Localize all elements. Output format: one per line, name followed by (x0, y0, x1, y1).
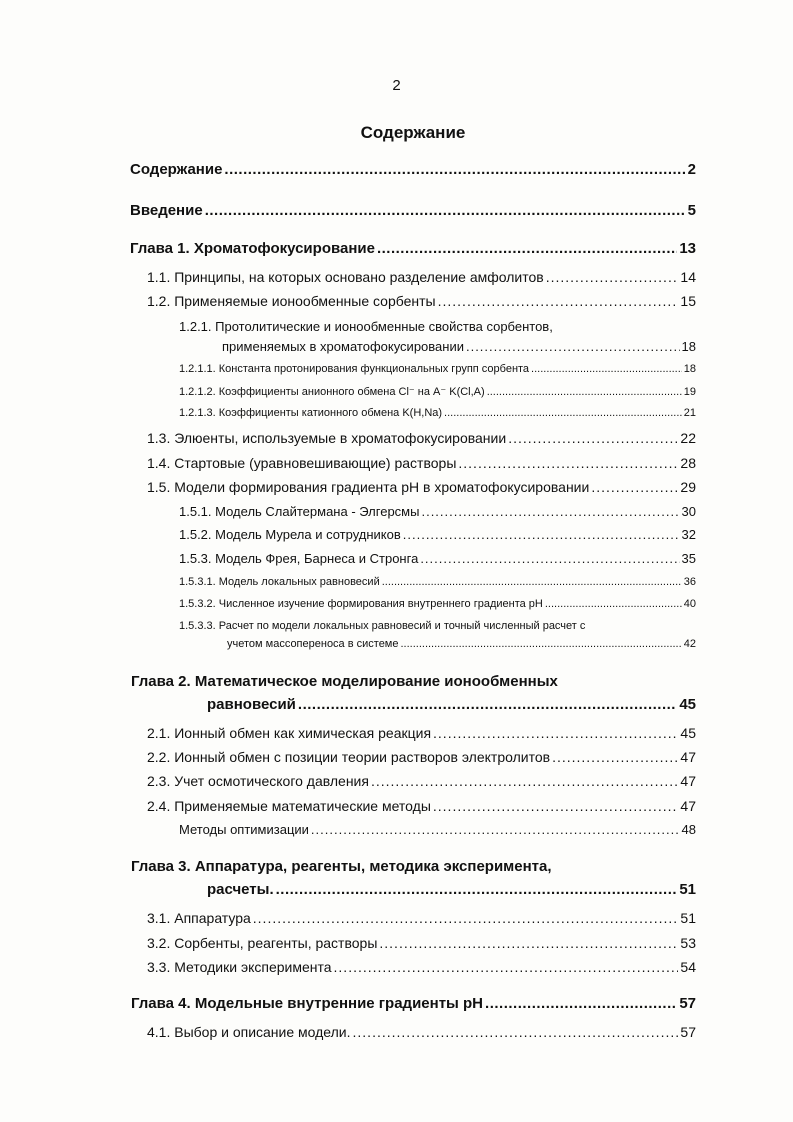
toc-entry-1-2-1[interactable] (222, 339, 696, 354)
toc-entry-3-3[interactable] (147, 959, 696, 975)
leader-dots (438, 293, 679, 309)
toc-entry-page: 57 (680, 1024, 696, 1040)
toc-entry-title: 1.5.2. Модель Мурела и сотрудников (179, 527, 401, 542)
toc-entry-page: 42 (683, 638, 696, 650)
leader-dots (420, 551, 679, 566)
leader-dots (371, 773, 678, 789)
toc-entry-page: 22 (680, 430, 696, 446)
toc-entry-1-5-1[interactable] (179, 504, 696, 519)
leader-dots (421, 504, 679, 519)
toc-entry-page: 14 (680, 269, 696, 285)
toc-entry-title: 3.2. Сорбенты, реагенты, растворы (147, 935, 378, 951)
toc-entry-page: 18 (681, 339, 696, 354)
leader-dots (591, 479, 678, 495)
toc-entry-3-2[interactable] (147, 935, 696, 951)
toc-entry-title: Введение (130, 202, 203, 219)
toc-entry-title: 3.3. Методики эксперимента (147, 959, 332, 975)
toc-entry-page: 45 (679, 696, 696, 713)
toc-entry-chapter-2-line1[interactable]: Глава 2. Математическое моделирование ионообменных (131, 673, 558, 690)
toc-entry-2-1[interactable] (147, 725, 696, 741)
toc-entry-page: 51 (679, 881, 696, 898)
leader-dots (253, 910, 679, 926)
toc-entry-page: 28 (680, 455, 696, 471)
page-number: 2 (392, 77, 401, 94)
toc-entry-1-5[interactable] (147, 479, 696, 495)
toc-entry-1-3[interactable] (147, 430, 696, 446)
toc-entry-page: 2 (687, 161, 696, 178)
leader-dots (466, 339, 680, 354)
toc-entry-title: 1.2.1.3. Коэффициенты катионного обмена K(H,Na) (179, 407, 443, 419)
toc-entry-title: 3.1. Аппаратура (147, 910, 251, 926)
toc-entry-page: 15 (680, 293, 696, 309)
leader-dots (401, 638, 682, 650)
toc-entry-title: 1.2.1.2. Коэффициенты анионного обмена Cl⁻ на A⁻ K(Cl,A) (179, 386, 485, 398)
leader-dots (433, 798, 679, 814)
leader-dots (298, 696, 677, 713)
toc-entry-page: 18 (683, 363, 696, 375)
toc-entry-1-5-3-3-line1[interactable]: 1.5.3.3. Расчет по модели локальных равновесий и точный численный расчет с (179, 620, 586, 632)
toc-entry-page: 53 (680, 935, 696, 951)
leader-dots (353, 1024, 679, 1040)
toc-entry-1-5-3[interactable] (179, 551, 696, 566)
toc-entry-title: Глава 4. Модельные внутренние градиенты pH (131, 995, 484, 1012)
leader-dots (485, 995, 677, 1012)
toc-entry-title: 1.5.3.1. Модель локальных равновесий (179, 576, 380, 588)
toc-entry-1-4[interactable] (147, 455, 696, 471)
toc-entry-1-2-1-2[interactable] (179, 385, 696, 398)
toc-entry-page: 5 (687, 202, 696, 219)
leader-dots (545, 598, 682, 610)
toc-entry-title: 1.5.1. Модель Слайтермана - Элгерсмы (179, 504, 420, 519)
toc-entry-1-5-3-3[interactable] (227, 638, 696, 650)
toc-entry-title: 1.4. Стартовые (уравновешивающие) растворы (147, 455, 457, 471)
leader-dots (224, 161, 685, 178)
toc-entry-1-2-1-1[interactable] (179, 363, 696, 375)
leader-dots (508, 430, 678, 446)
toc-entry-title: применяемых в хроматофокусировании (222, 339, 464, 354)
toc-entry-page: 40 (683, 598, 696, 610)
toc-entry-title: 1.5. Модели формирования градиента pH в хроматофокусировании (147, 479, 590, 495)
toc-entry-2-4-optimization[interactable] (179, 822, 696, 837)
toc-entry-title: равновесий (207, 696, 296, 713)
leader-dots (403, 527, 680, 542)
toc-entry-page: 29 (680, 479, 696, 495)
toc-entry-1-1[interactable] (147, 269, 696, 285)
leader-dots (379, 935, 678, 951)
toc-entry-4-1[interactable] (147, 1024, 696, 1040)
toc-entry-chapter-4[interactable] (131, 995, 696, 1012)
toc-entry-chapter-3[interactable] (207, 881, 696, 898)
leader-dots (311, 822, 680, 837)
leader-dots (458, 455, 678, 471)
toc-entry-1-5-2[interactable] (179, 527, 696, 542)
toc-entry-1-2-1-line1[interactable]: 1.2.1. Протолитические и ионообменные свойства сорбентов, (179, 319, 553, 334)
toc-entry-page: 57 (679, 995, 696, 1012)
toc-entry-title: Методы оптимизации (179, 822, 309, 837)
leader-dots (276, 881, 678, 898)
leader-dots (487, 386, 682, 398)
toc-entry-title: 1.1. Принципы, на которых основано разделение амфолитов (147, 269, 544, 285)
leader-dots (531, 363, 682, 375)
leader-dots (334, 959, 679, 975)
toc-entry-chapter-1[interactable] (130, 240, 696, 257)
toc-entry-title: 1.5.3. Модель Фрея, Барнеса и Стронга (179, 551, 419, 566)
toc-entry-title: 1.3. Элюенты, используемые в хроматофокусировании (147, 430, 507, 446)
toc-entry-page: 21 (683, 407, 696, 419)
toc-entry-title: 2.1. Ионный обмен как химическая реакция (147, 725, 432, 741)
toc-entry-1-2-1-3[interactable] (179, 407, 696, 419)
toc-entry-page: 32 (681, 527, 696, 542)
toc-entry-page: 13 (679, 240, 696, 257)
toc-entry-page: 30 (681, 504, 696, 519)
leader-dots (205, 202, 686, 219)
toc-entry-title: 4.1. Выбор и описание модели. (147, 1024, 351, 1040)
toc-entry-1-5-3-2[interactable] (179, 598, 696, 610)
toc-entry-chapter-3-line1[interactable]: Глава 3. Аппаратура, реагенты, методика эксперимента, (131, 858, 552, 875)
toc-entry-introduction[interactable] (130, 202, 696, 219)
leader-dots (433, 725, 678, 741)
toc-entry-contents[interactable] (130, 161, 696, 178)
toc-entry-page: 47 (680, 773, 696, 789)
toc-entry-page: 36 (683, 576, 696, 588)
leader-dots (444, 407, 682, 419)
toc-entry-page: 47 (680, 798, 696, 814)
page-title: Содержание (360, 123, 466, 142)
toc-entry-2-2[interactable] (147, 749, 696, 765)
toc-entry-page: 54 (680, 959, 696, 975)
leader-dots (382, 576, 682, 588)
toc-entry-page: 51 (680, 910, 696, 926)
leader-dots (377, 240, 677, 257)
leader-dots (552, 749, 678, 765)
toc-entry-page: 45 (680, 725, 696, 741)
toc-entry-title: учетом массопереноса в системе (227, 638, 399, 650)
toc-entry-title: 1.2.1.1. Константа протонирования функциональных групп сорбента (179, 363, 530, 375)
toc-entry-page: 35 (681, 551, 696, 566)
leader-dots (546, 269, 679, 285)
toc-entry-title: Глава 1. Хроматофокусирование (130, 240, 375, 257)
toc-entry-1-2[interactable] (147, 293, 696, 309)
toc-entry-page: 19 (683, 386, 696, 398)
toc-entry-title: Содержание (130, 161, 223, 178)
toc-entry-title: 1.5.3.2. Численное изучение формирования внутреннего градиента pH (179, 598, 543, 610)
toc-entry-1-5-3-1[interactable] (179, 576, 696, 588)
toc-entry-title: 2.4. Применяемые математические методы (147, 798, 431, 814)
toc-entry-title: 2.2. Ионный обмен с позиции теории растворов электролитов (147, 749, 551, 765)
toc-entry-2-4[interactable] (147, 798, 696, 814)
toc-entry-page: 48 (681, 822, 696, 837)
toc-entry-page: 47 (680, 749, 696, 765)
toc-entry-2-3[interactable] (147, 773, 696, 789)
toc-entry-title: расчеты. (207, 881, 274, 898)
toc-entry-title: 2.3. Учет осмотического давления (147, 773, 369, 789)
toc-entry-title: 1.2. Применяемые ионообменные сорбенты (147, 293, 436, 309)
toc-entry-chapter-2[interactable] (207, 696, 696, 713)
toc-entry-3-1[interactable] (147, 910, 696, 926)
